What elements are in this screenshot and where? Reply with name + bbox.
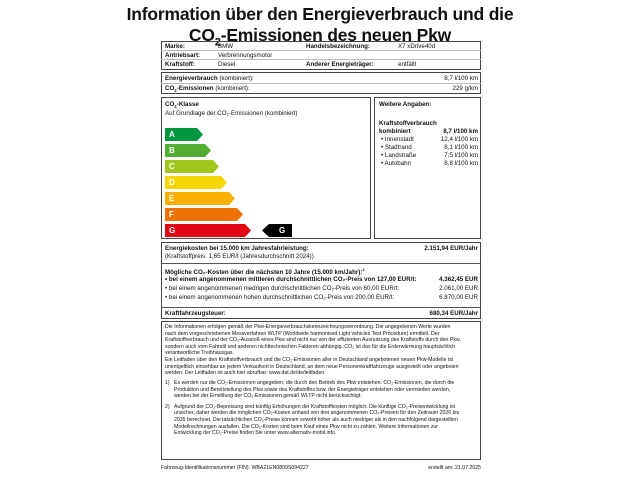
co2-klasse-title: $CO_2$-Klasse: [165, 101, 199, 110]
co2-kosten-row-value: 4.362,45 EUR: [439, 276, 478, 283]
verbrauch-item-label: • Innenstadt: [381, 136, 414, 143]
co2-class-c: C: [165, 160, 219, 173]
footnote-line: Entwicklung der CO₂-Preise finden Sie unter www.alternativ-mobil.info.: [174, 430, 337, 437]
verbrauch-item-value: 8,1 l/100 km: [444, 144, 478, 151]
footnote-line: werden bei der Ermittlung der CO₂-Emissionen gemäß WLTP nicht berücksichtigt.: [174, 393, 362, 400]
verbrauch-item-value: 12,4 l/100 km: [440, 136, 478, 143]
fin-label: Fahrzeug-Identifikationsnummer (FIN): WBA21EN0809S094227: [161, 465, 309, 471]
co2-kosten-row-value: 6.870,00 EUR: [439, 294, 478, 301]
footnote-number: 2): [165, 403, 170, 410]
current-class-label: G: [279, 226, 286, 235]
co2-kosten-row-label: • bei einem angenommenen hohen durchschnittlichen CO₂-Preis von 200,00 EUR/t:: [165, 294, 395, 301]
info-line: nach dem vorgeschriebenen Messverfahren WLTP (Worldwide harmonised Light vehicles Test Procedure) ermittelt. Der: [165, 330, 440, 337]
kraftstoffverbrauch-title: Kraftstoffverbrauch: [379, 120, 437, 127]
co2-kosten-row-label: • bei einem angenommenen mittleren durchschnittlichen CO₂-Preis von 127,00 EUR/t:: [165, 276, 417, 283]
co2-emissionen-value: 229 g/km: [452, 85, 478, 92]
verbrauch-item-label: • Landstraße: [381, 152, 417, 159]
current-class-indicator: [262, 224, 292, 242]
marke-label: Marke:: [165, 43, 185, 50]
kombiniert-value: 8,7 l/100 km: [443, 128, 478, 135]
info-line: Kraftstoffverbrauch und der CO₂-Ausstoß eines Pkw sind nicht nur von der effizienten Ausnutzung des Kraftstoffs durch den Pkw,: [165, 337, 461, 344]
andere-label: Anderer Energieträger:: [306, 61, 374, 68]
co2-class-a: A: [165, 128, 203, 141]
page-title-line2: $CO_2$-Emissionen des neuen Pkw: [188, 25, 452, 49]
co2-class-f: F: [165, 208, 243, 221]
energieverbrauch-label: Energieverbrauch (kombiniert):: [165, 75, 254, 82]
kraftstoffpreis-note: (Kraftstoffpreis: 1,65 EUR/l (Jahresdurchschnitt 2024)): [165, 253, 314, 260]
footnote-line: 2035 berechnet. Die tatsächlichen CO₂-Preise können sowohl höher als auch niedriger als in den nachfolgend dargestellten: [174, 417, 458, 423]
info-line: sondern auch vom Fahrstil und anderen nichttechnischen Faktoren abhängig. CO₂ ist das für die Erderwärmung hauptsächlich: [165, 343, 456, 350]
footnote-line: Produktion und Bereitstellung des Pkw sowie des Kraftstoffes bzw. der Energieträger entstehen oder vermieden werden,: [174, 386, 451, 393]
weitere-angaben-title: Weitere Angaben:: [379, 101, 432, 108]
co2-class-d: D: [165, 176, 227, 189]
footnote-line: unsicher, daher werden die möglichen CO₂-Kosten anhand von drei angenommenen CO₂-Preisen für den Zeitraum 2026 bis: [174, 410, 460, 417]
andere-value: entfällt: [398, 61, 417, 68]
energiekosten-value: 2.151,94 EUR/Jahr: [424, 245, 478, 252]
co2-emissionen-label: $CO_2$-Emissionen (kombiniert):: [165, 85, 250, 94]
footnote-line: Es werden nur die CO₂-Emissionen angegeben, die durch den Betrieb des Pkw entstehen. CO₂-Emissionen, die durch die: [174, 380, 455, 386]
verbrauch-item-label: • Autobahn: [381, 160, 412, 167]
antrieb-label: Antriebsart:: [165, 52, 201, 59]
verbrauch-item-value: 8,8 l/100 km: [444, 160, 478, 167]
verbrauch-item-value: 7,5 l/100 km: [444, 152, 478, 159]
info-line: Die Informationen erfolgen gemäß der Pkw-Energieverbrauchskennzeichnungsverordnung. Die angegebenen Werte wurden: [165, 324, 451, 330]
co2-class-b: B: [165, 144, 211, 157]
footnote-line: Aufgrund der CO₂-Bepreisung sind künftig Erhöhungen der Kraftstoffkosten möglich. Die künftige CO₂-Preisentwicklung ist: [174, 403, 456, 410]
co2-klasse-subtitle: Auf Grundlage der CO₂-Emissionen (kombiniert): [165, 110, 298, 117]
energiekosten-label: Energiekosten bei 15.000 km Jahresfahrleistung:: [165, 245, 309, 252]
handelsbez-value: X7 xDrive40d: [398, 43, 436, 50]
energieverbrauch-value: 8,7 l/100 km: [444, 75, 478, 82]
co2-class-g: G: [165, 224, 251, 237]
created-date: erstellt am: 21.07.2025: [428, 465, 481, 471]
weitere-angaben-box: [374, 97, 481, 239]
handelsbez-label: Handelsbezeichnung:: [306, 43, 370, 50]
kraftstoff-label: Kraftstoff:: [165, 61, 195, 68]
co2-class-e: E: [165, 192, 235, 205]
kombiniert-label: kombiniert: [379, 128, 411, 135]
footnote-number: 1): [165, 380, 170, 386]
kraftstoff-value: Diesel: [218, 61, 236, 68]
verbrauch-item-label: • Stadtrand: [381, 144, 412, 151]
kfz-steuer-label: Kraftfahrzeugsteuer:: [165, 310, 226, 317]
moegliche-co2-kosten-label: Mögliche CO₂-Kosten über die nächsten 10 Jahre (15.000 km/Jahr):$^2$: [165, 267, 365, 277]
info-line: unentgeltlich einsehbar an jedem Verkaufsort in Deutschland, an dem neue Personenkraftfahrzeuge ausgestellt oder angeboten: [165, 363, 459, 370]
kfz-steuer-value: 680,34 EUR/Jahr: [429, 310, 478, 317]
footnote-line: Modellrechnungen ausfallen. Die CO₂-Kosten sind beim Kauf eines Pkw nicht zu zahlen. Weitere Informationen zur: [174, 423, 439, 430]
page-title-line1: Information über den Energieverbrauch und die: [126, 4, 514, 24]
co2-kosten-row-value: 2.061,00 EUR: [439, 285, 478, 292]
info-line: werden. Der Leitfaden ist auch hier abrufbar: www.dat.de/de/leitfaden.: [165, 370, 326, 377]
info-line: verantwortliche Treibhausgas.: [165, 350, 234, 357]
info-line: Ein Leitfaden über den Kraftstoffverbrauch und die CO₂-Emissionen aller in Deutschland angebotenen neuen Pkw-Modelle ist: [165, 357, 453, 363]
marke-value: BMW: [218, 43, 234, 50]
co2-kosten-row-label: • bei einem angenommenen niedrigen durchschnittlichen CO₂-Preis von 60,00 EUR/t:: [165, 285, 399, 292]
antrieb-value: Verbrennungsmotor: [218, 52, 273, 59]
